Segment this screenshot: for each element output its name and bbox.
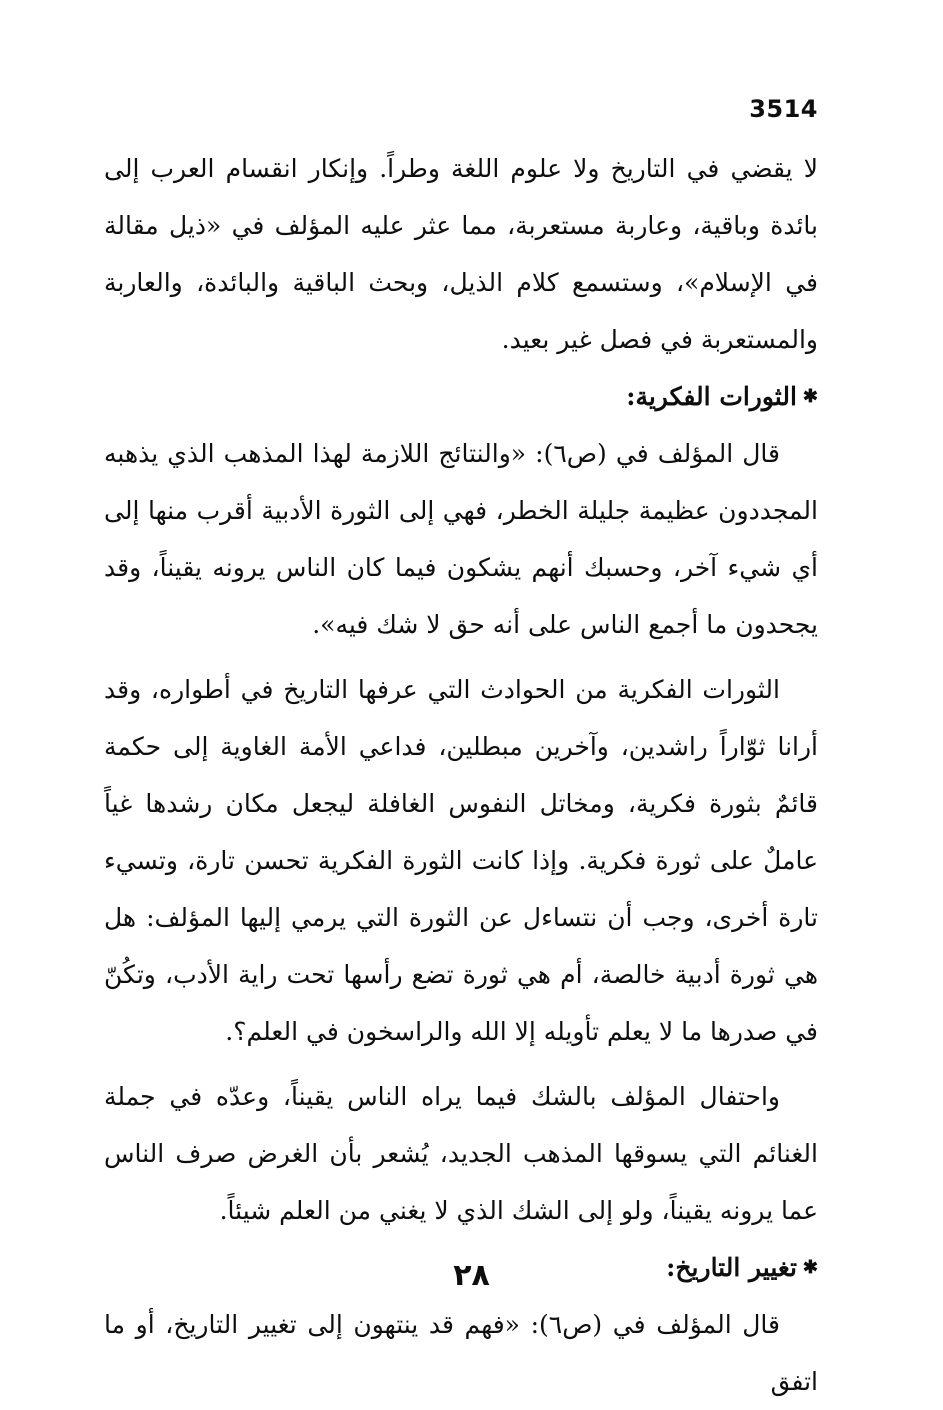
folio-number: ٢٨ xyxy=(453,1258,490,1293)
heading-text: تغيير التاريخ: xyxy=(666,1253,797,1282)
page-number-label: 3514 xyxy=(749,95,818,123)
asterisk-bullet-icon: ✱ xyxy=(802,1257,818,1278)
commentary-paragraph: الثورات الفكرية من الحوادث التي عرفها التاريخ في أطواره، وقد أرانا ثوّاراً راشدين، وآخرين مبطلين، فداعي الأمة الغاوية إلى حكمة قائمٌ بثورة فكرية، ومخاتل النفوس الغافلة ليجعل مكان رشدها غياً عاملٌ على ثورة فكرية. وإذا كانت الثورة الفكرية تحسن تارة، وتسيء تارة أخرى، وجب أن نتساءل عن الثورة التي يرمي إليها المؤلف: هل هي ثورة أدبية خالصة، أم هي ثورة تضع رأسها تحت راية الأدب، وتكُنّ في صدرها ما لا يعلم تأويله إلا الله والراسخون في العلم؟. xyxy=(104,675,818,1046)
body-text xyxy=(104,140,818,1410)
paragraph-continued: لا يقضي في التاريخ ولا علوم اللغة وطراً. وإنكار انقسام العرب إلى بائدة وباقية، وعاربة مستعربة، مما عثر عليه المؤلف في «ذيل مقالة في الإسلام»، وستسمع كلام الذيل، وبحث الباقية والبائدة، والعاربة والمستعربة في فصل غير بعيد. xyxy=(104,154,818,354)
heading-text: الثورات الفكرية: xyxy=(626,382,797,411)
asterisk-bullet-icon: ✱ xyxy=(802,386,818,407)
commentary-paragraph: واحتفال المؤلف بالشك فيما يراه الناس يقيناً، وعدّه في جملة الغنائم التي يسوقها المذهب الجديد، يُشعر بأن الغرض صرف الناس عما يرونه يقيناً، ولو إلى الشك الذي لا يغني من العلم شيئاً. xyxy=(104,1082,818,1225)
quote-paragraph: قال المؤلف في (ص٦): «والنتائج اللازمة لهذا المذهب الذي يذهبه المجددون عظيمة جليلة الخطر، فهي إلى الثورة الأدبية أقرب منها إلى أي شيء آخر، وحسبك أنهم يشكون فيما كان الناس يرونه يقيناً، وقد يجحدون ما أجمع الناس على أنه حق لا شك فيه». xyxy=(104,439,818,639)
quote-paragraph: قال المؤلف في (ص٦): «فهم قد ينتهون إلى تغيير التاريخ، أو ما اتفق xyxy=(104,1310,818,1396)
section-heading-intellectual-revolutions xyxy=(104,368,818,425)
